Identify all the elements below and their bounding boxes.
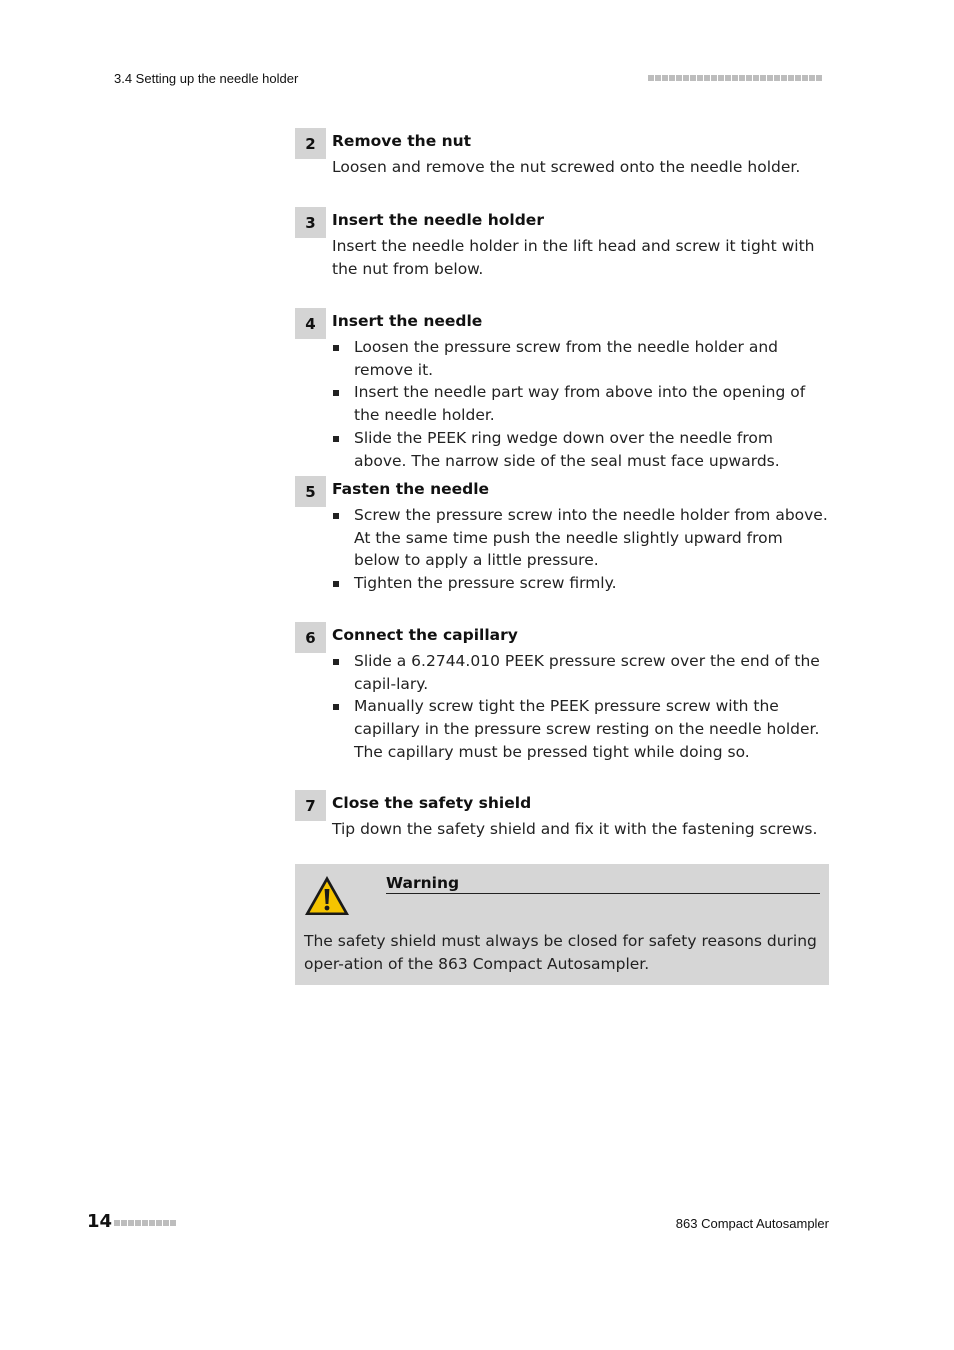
warning-title: Warning [386,874,820,894]
step-number: 6 [295,622,326,653]
step-number: 3 [295,207,326,238]
step-number: 7 [295,790,326,821]
page-number: 14 [87,1211,113,1232]
step-7 [295,790,829,841]
running-header: 3.4 Setting up the needle holder [114,71,299,86]
step-6 [295,622,829,764]
running-footer: 863 Compact Autosampler [675,1216,829,1231]
step-5 [295,476,829,595]
list-item: Screw the pressure screw into the needle holder from above. At the same time push the needle slightly upward from below to apply a little pressure. [332,504,829,572]
step-number: 4 [295,308,326,339]
step-3 [295,207,829,280]
list-item: Tighten the pressure screw firmly. [332,572,829,595]
warning-triangle-icon [303,874,351,917]
header-decoration-bar [648,75,822,81]
warning-text: The safety shield must always be closed for safety reasons during oper-ation of the 863 Compact Autosampler. [304,932,817,973]
step-text: Tip down the safety shield and fix it with the fastening screws. [332,820,818,838]
step-title: Connect the capillary [332,626,518,644]
step-title: Remove the nut [332,132,472,150]
step-title: Insert the needle [332,312,483,330]
step-title: Close the safety shield [332,794,532,812]
footer-decoration-bar [114,1220,176,1226]
step-text: Loosen and remove the nut screwed onto the needle holder. [332,158,801,176]
list-item: Manually screw tight the PEEK pressure screw with the capillary in the pressure screw resting on the needle holder. The capillary must be pressed tight while doing so. [332,695,829,763]
step-text: Insert the needle holder in the lift head and screw it tight with the nut from below. [332,237,815,278]
bullet-list [332,336,829,472]
bullet-list [332,650,829,764]
step-number: 2 [295,128,326,159]
step-title: Insert the needle holder [332,211,544,229]
bullet-list [332,504,829,595]
step-4 [295,308,829,472]
list-item: Loosen the pressure screw from the needle holder and remove it. [332,336,829,381]
list-item: Slide a 6.2744.010 PEEK pressure screw over the end of the capil-lary. [332,650,829,695]
list-item: Slide the PEEK ring wedge down over the needle from above. The narrow side of the seal must face upwards. [332,427,829,472]
warning-box [295,864,829,985]
list-item: Insert the needle part way from above into the opening of the needle holder. [332,381,829,426]
step-2 [295,128,829,179]
step-number: 5 [295,476,326,507]
step-title: Fasten the needle [332,480,490,498]
